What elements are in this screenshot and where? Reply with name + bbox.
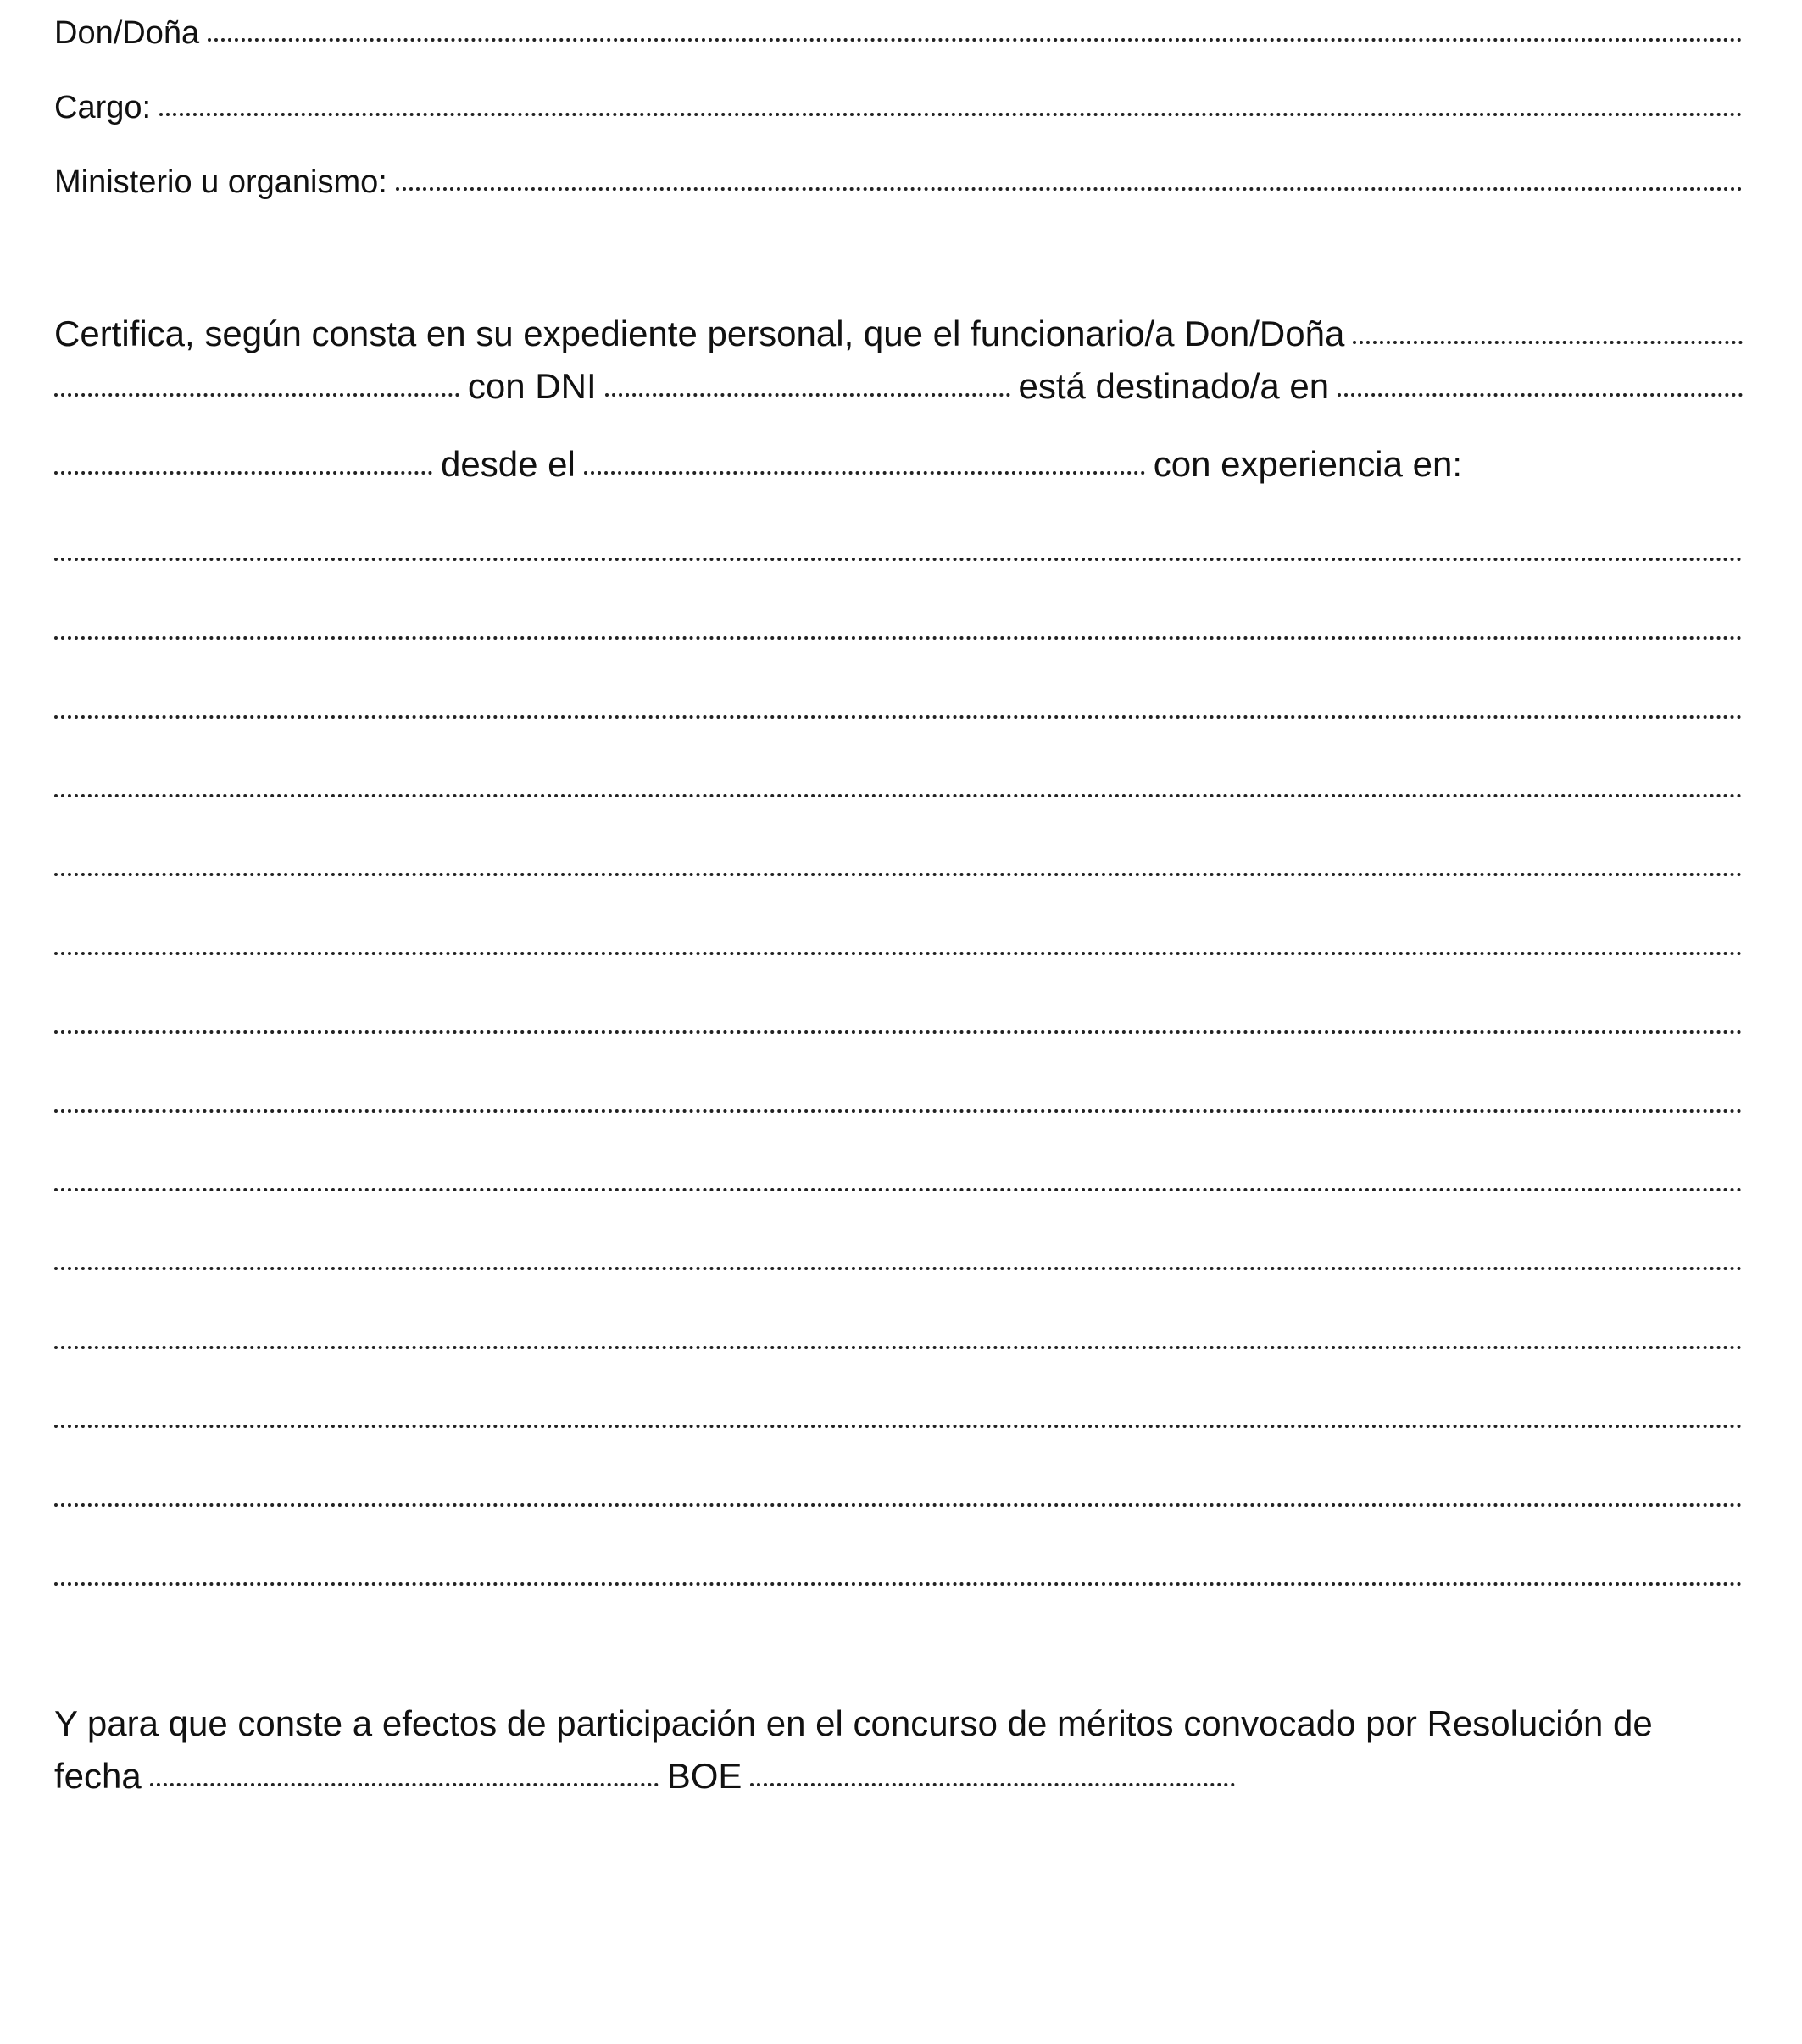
experience-line[interactable] [54, 1346, 1743, 1349]
dni-field[interactable] [605, 393, 1010, 397]
ministerio-row [54, 164, 1743, 201]
funcionario-name-field[interactable] [1353, 341, 1743, 344]
experience-line[interactable] [54, 1503, 1743, 1507]
cargo-row [54, 90, 1743, 126]
experience-line[interactable] [54, 1582, 1743, 1586]
experience-line[interactable] [54, 558, 1743, 561]
experience-line[interactable] [54, 873, 1743, 876]
don-dona-label: Don/Doña [54, 15, 200, 51]
experience-line[interactable] [54, 1030, 1743, 1034]
closing-line-2 [54, 1756, 1235, 1797]
boe-label: BOE [666, 1756, 742, 1796]
experience-line[interactable] [54, 715, 1743, 719]
experience-line[interactable] [54, 794, 1743, 797]
funcionario-name-field-cont[interactable] [54, 393, 459, 397]
ministerio-field[interactable] [396, 187, 1743, 191]
experience-line[interactable] [54, 1425, 1743, 1428]
fecha-label: fecha [54, 1756, 142, 1796]
experience-line[interactable] [54, 952, 1743, 955]
certifica-line-1 [54, 314, 1743, 354]
don-dona-field[interactable] [208, 38, 1743, 42]
cargo-field[interactable] [159, 113, 1743, 116]
boe-field[interactable] [750, 1783, 1235, 1786]
experience-line[interactable] [54, 636, 1743, 640]
don-dona-row [54, 15, 1743, 52]
experience-line[interactable] [54, 1188, 1743, 1191]
cargo-label: Cargo: [54, 90, 152, 125]
closing-line-1 [54, 1703, 1743, 1744]
destino-field-cont[interactable] [54, 471, 432, 475]
closing-text: Y para que conste a efectos de participación en el concurso de méritos convocado por Resolución de [54, 1703, 1653, 1743]
fecha-desde-field[interactable] [584, 471, 1145, 475]
destino-field[interactable] [1338, 393, 1743, 397]
destinado-label: está destinado/a en [1018, 366, 1330, 406]
experience-line[interactable] [54, 1267, 1743, 1270]
desde-el-label: desde el [441, 444, 576, 484]
ministerio-label: Ministerio u organismo: [54, 164, 387, 200]
resolucion-fecha-field[interactable] [150, 1783, 659, 1786]
certifica-line-3 [54, 444, 1462, 485]
con-dni-label: con DNI [467, 366, 597, 406]
certifica-text: Certifica, según consta en su expediente personal, que el funcionario/a Don/Doña [54, 314, 1345, 353]
experience-line[interactable] [54, 1109, 1743, 1113]
certifica-line-2 [54, 366, 1743, 407]
experiencia-label: con experiencia en: [1153, 444, 1463, 484]
